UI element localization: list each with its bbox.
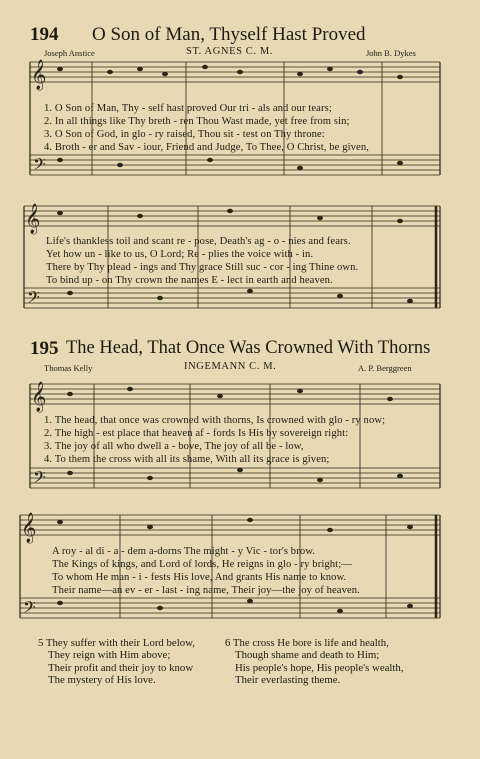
svg-text:𝄢: 𝄢 [27,287,40,311]
hymn-194-author: Joseph Anstice [44,48,95,58]
hymn-195-stanza-5 [38,637,195,687]
hymn-194-number: 194 [30,24,59,45]
hymn-195-verse-1-line-1: 1. The head, that once was crowned with thorns, Is crowned with glo - ry now; [44,415,386,426]
stanza-6-line: Though shame and death to Him; [235,649,380,662]
staff-195-2-treble [20,515,440,535]
staff-195-1-treble [30,384,440,404]
svg-text:𝄢: 𝄢 [23,597,36,621]
stanza-5-line: The mystery of His love. [48,674,156,687]
stanza-6-line: His people's hope, His people's wealth, [235,661,404,674]
hymn-194-verse-2-line-1: 2. In all things like Thy breth - ren Thou Wast made, yet free from sin; [44,116,350,127]
hymn-195-composer: A. P. Berggreen [358,363,412,373]
hymn-195-verse-1-line-2: A roy - al di - a - dem a-dorns The might - y Vic - tor's brow. [52,546,316,557]
hymn-194-verse-4-line-2: To bind up - on Thy crown the names E - lect in earth and heaven. [46,275,333,286]
staff-195-1-bass [30,468,440,488]
hymn-195-verse-2-line-1: 2. The high - est place that heaven af - fords Is His by sovereign right: [44,428,349,439]
svg-text:𝄞: 𝄞 [21,513,37,543]
svg-text:𝄞: 𝄞 [31,382,47,412]
hymn-195-number: 195 [30,338,59,359]
staff-194-1-bass [30,155,440,175]
hymn-195-verse-4-line-2: Their name—an ev - er - last - ing name, Their joy—the joy of heaven. [52,585,360,596]
hymn-195-author: Thomas Kelly [44,363,93,373]
svg-text:𝄢: 𝄢 [33,154,46,178]
staff-194-2-bass [24,288,440,308]
hymn-195-verse-3-line-2: To whom He man - i - fests His love, And grants His name to know. [52,572,347,583]
hymn-194-verse-3-line-1: 3. O Son of God, in glo - ry raised, Thou sit - test on Thy throne: [44,129,325,140]
stanza-5-line: They reign with Him above; [48,649,171,662]
hymn-194-verse-2-line-2: Yet how un - like to us, O Lord; Re - plies the voice with - in. [46,249,314,260]
svg-text:𝄞: 𝄞 [31,60,47,90]
hymn-194-verse-1-line-2: Life's thankless toil and scant re - pose, Death's ag - o - nies and fears. [46,236,351,247]
stanza-6-line: 6 The cross He bore is life and health, [225,637,389,649]
hymn-195-stanza-6 [225,637,404,687]
hymn-194-title: O Son of Man, Thyself Hast Proved [92,24,366,45]
stanza-6-line: Their everlasting theme. [235,674,341,687]
hymn-194-verse-4-line-1: 4. Broth - er and Sav - iour, Friend and Judge, To Thee, O Christ, be given, [44,142,369,153]
staff-194-1-treble [30,62,440,82]
stanza-5-line: 5 They suffer with their Lord below, [38,637,195,649]
staff-194-2-treble [24,206,440,226]
stanza-5-line: Their profit and their joy to know [48,661,194,674]
svg-text:𝄞: 𝄞 [25,204,41,234]
hymn-195-tune: INGEMANN C. M. [184,361,277,372]
svg-text:𝄢: 𝄢 [33,467,46,491]
hymn-195-verse-4-line-1: 4. To them the cross with all its shame, With all its grace is given; [44,454,330,465]
hymn-195-verse-2-line-2: The Kings of kings, and Lord of lords, He reigns in glo - ry bright;— [52,559,352,570]
hymn-194-verse-3-line-2: There by Thy plead - ings and Thy grace Still suc - cor - ing Thine own. [46,262,359,273]
hymn-194-composer: John B. Dykes [366,48,416,58]
staff-195-2-bass [20,598,440,618]
hymn-195-verse-3-line-1: 3. The joy of all who dwell a - bove, The joy of all be - low, [44,441,304,452]
hymn-194-tune: ST. AGNES C. M. [186,46,273,57]
hymn-195-title: The Head, That Once Was Crowned With Thorns [66,338,431,358]
hymn-194-verse-1-line-1: 1. O Son of Man, Thy - self hast proved Our tri - als and our tears; [44,103,332,114]
